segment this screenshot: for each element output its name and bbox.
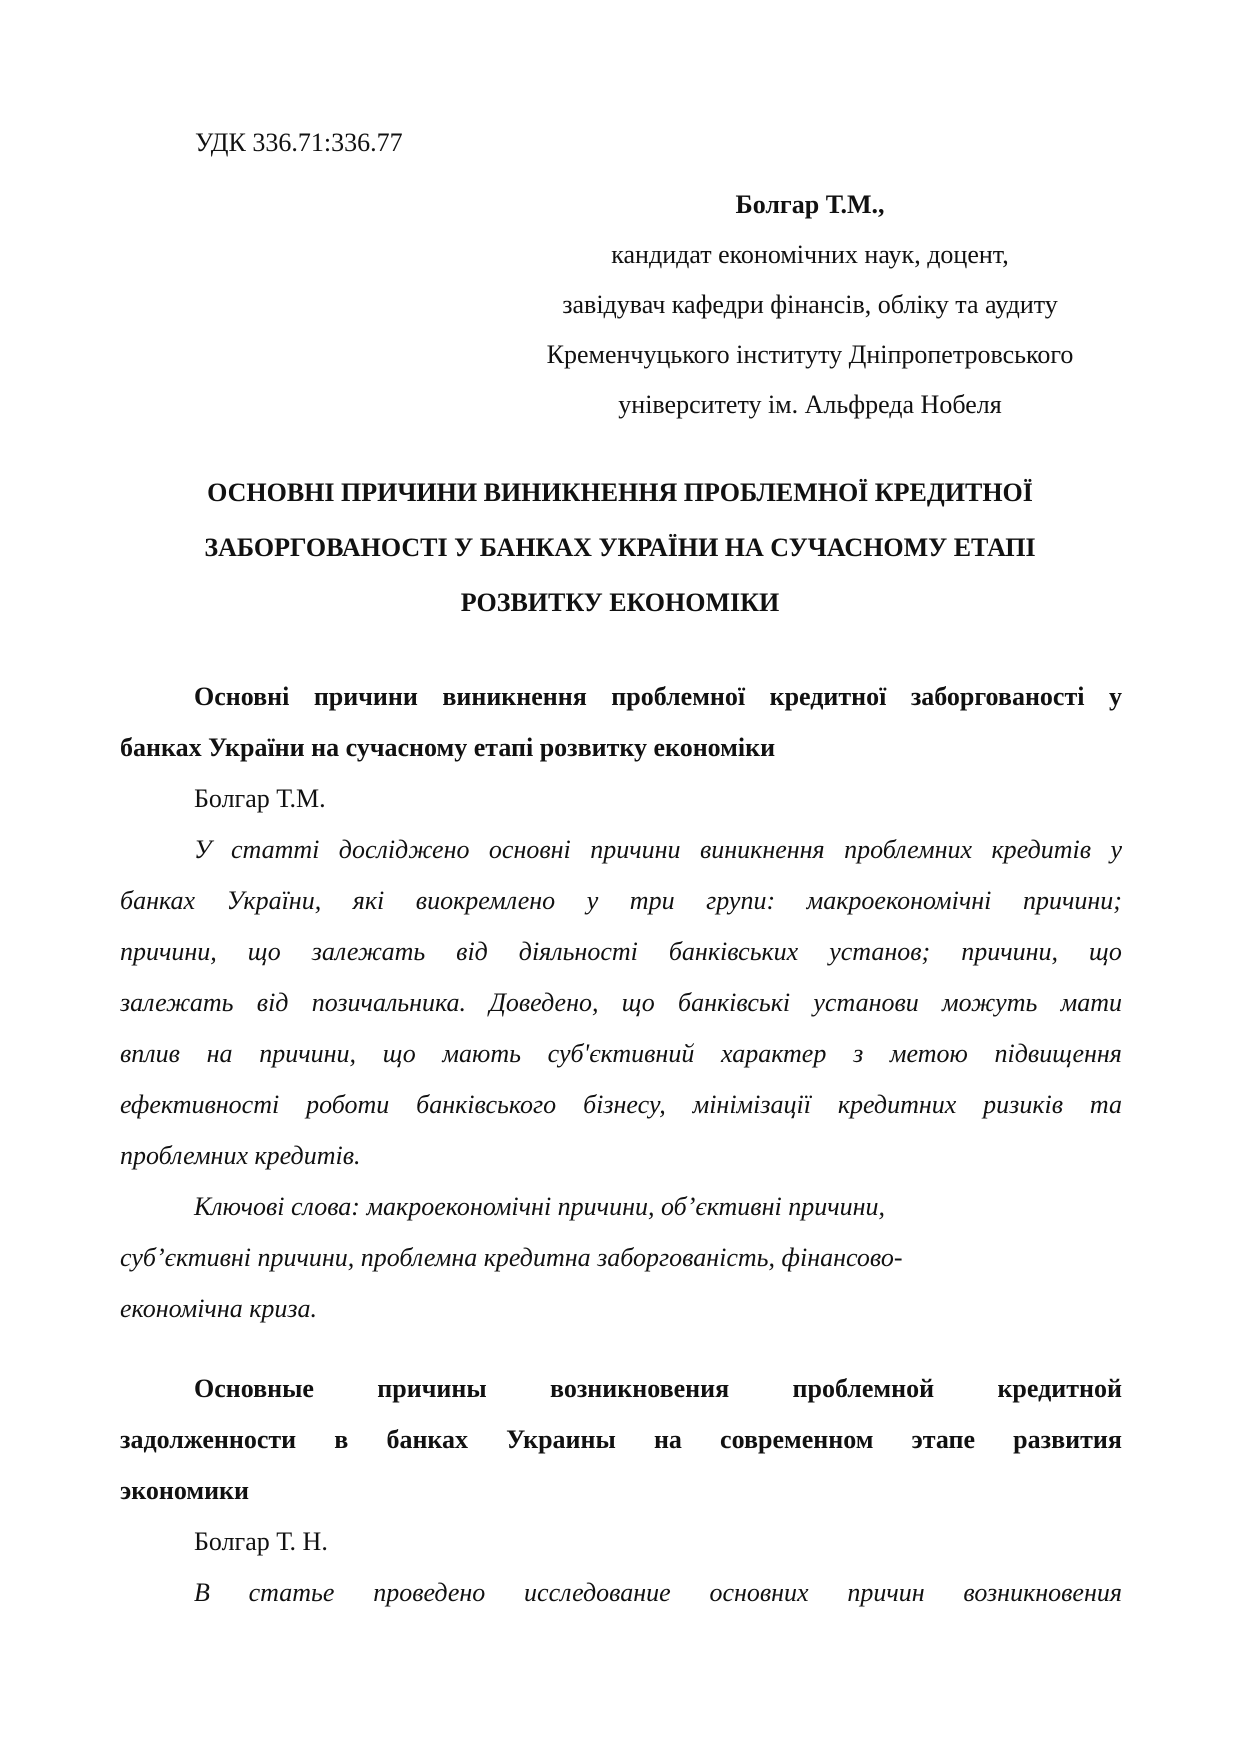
author-affiliation-line: кандидат економічних наук, доцент, [611, 240, 1009, 269]
author-affiliation-line: університету ім. Альфреда Нобеля [618, 390, 1002, 419]
author-name: Болгар Т.М., [735, 190, 885, 219]
abstract-ru-title-line: Основные причины возникновения проблемной кредитной [194, 1374, 1122, 1403]
abstract-uk-keywords-line: суб’єктивні причини, проблемна кредитна заборгованість, фінансово- [120, 1243, 903, 1272]
udc-code: УДК 336.71:336.77 [195, 128, 403, 157]
paper-title-line: ОСНОВНІ ПРИЧИНИ ВИНИКНЕННЯ ПРОБЛЕМНОЇ КРЕДИТНОЇ [207, 478, 1033, 507]
abstract-ru-text-line: В статье проведено исследование основних причин возникновения [194, 1578, 1122, 1607]
author-affiliation-line: завідувач кафедри фінансів, обліку та аудиту [562, 290, 1058, 319]
paper-title-line: РОЗВИТКУ ЕКОНОМІКИ [460, 588, 780, 617]
abstract-uk-keywords-line: економічна криза. [120, 1294, 318, 1323]
abstract-uk-text-line: причини, що залежать від діяльності банківських установ; причини, що [120, 937, 1122, 966]
abstract-ru-title-line: задолженности в банках Украины на современном этапе развития [120, 1425, 1122, 1454]
author-affiliation-line: Кременчуцького інституту Дніпропетровського [546, 340, 1074, 369]
abstract-ru-title-line: экономики [120, 1476, 250, 1505]
abstract-uk-keywords-line: Ключові слова: макроекономічні причини, об’єктивні причини, [194, 1192, 886, 1221]
abstract-uk-text-line: залежать від позичальника. Доведено, що банківські установи можуть мати [120, 988, 1122, 1017]
abstract-uk-title-line: Основні причини виникнення проблемної кредитної заборгованості у [194, 682, 1122, 711]
abstract-ru-author: Болгар Т. Н. [194, 1527, 328, 1556]
author-block [480, 180, 1140, 430]
abstract-uk-title-line: банках України на сучасному етапі розвитку економіки [120, 733, 776, 762]
abstract-ukrainian [120, 671, 1122, 1334]
paper-title [120, 465, 1120, 630]
abstract-uk-author: Болгар Т.М. [194, 784, 326, 813]
abstract-uk-text-line: У статті досліджено основні причини виникнення проблемних кредитів у [194, 835, 1122, 864]
abstract-uk-text-line: проблемних кредитів. [120, 1141, 361, 1170]
abstract-uk-text-line: ефективності роботи банківського бізнесу, мінімізації кредитних ризиків та [120, 1090, 1122, 1119]
abstract-uk-text-line: банках України, які виокремлено у три групи: макроекономічні причини; [120, 886, 1122, 915]
abstract-uk-text-line: вплив на причини, що мають суб'єктивний характер з метою підвищення [120, 1039, 1122, 1068]
abstract-russian [120, 1363, 1122, 1618]
paper-title-line: ЗАБОРГОВАНОСТІ У БАНКАХ УКРАЇНИ НА СУЧАСНОМУ ЕТАПІ [204, 533, 1036, 562]
